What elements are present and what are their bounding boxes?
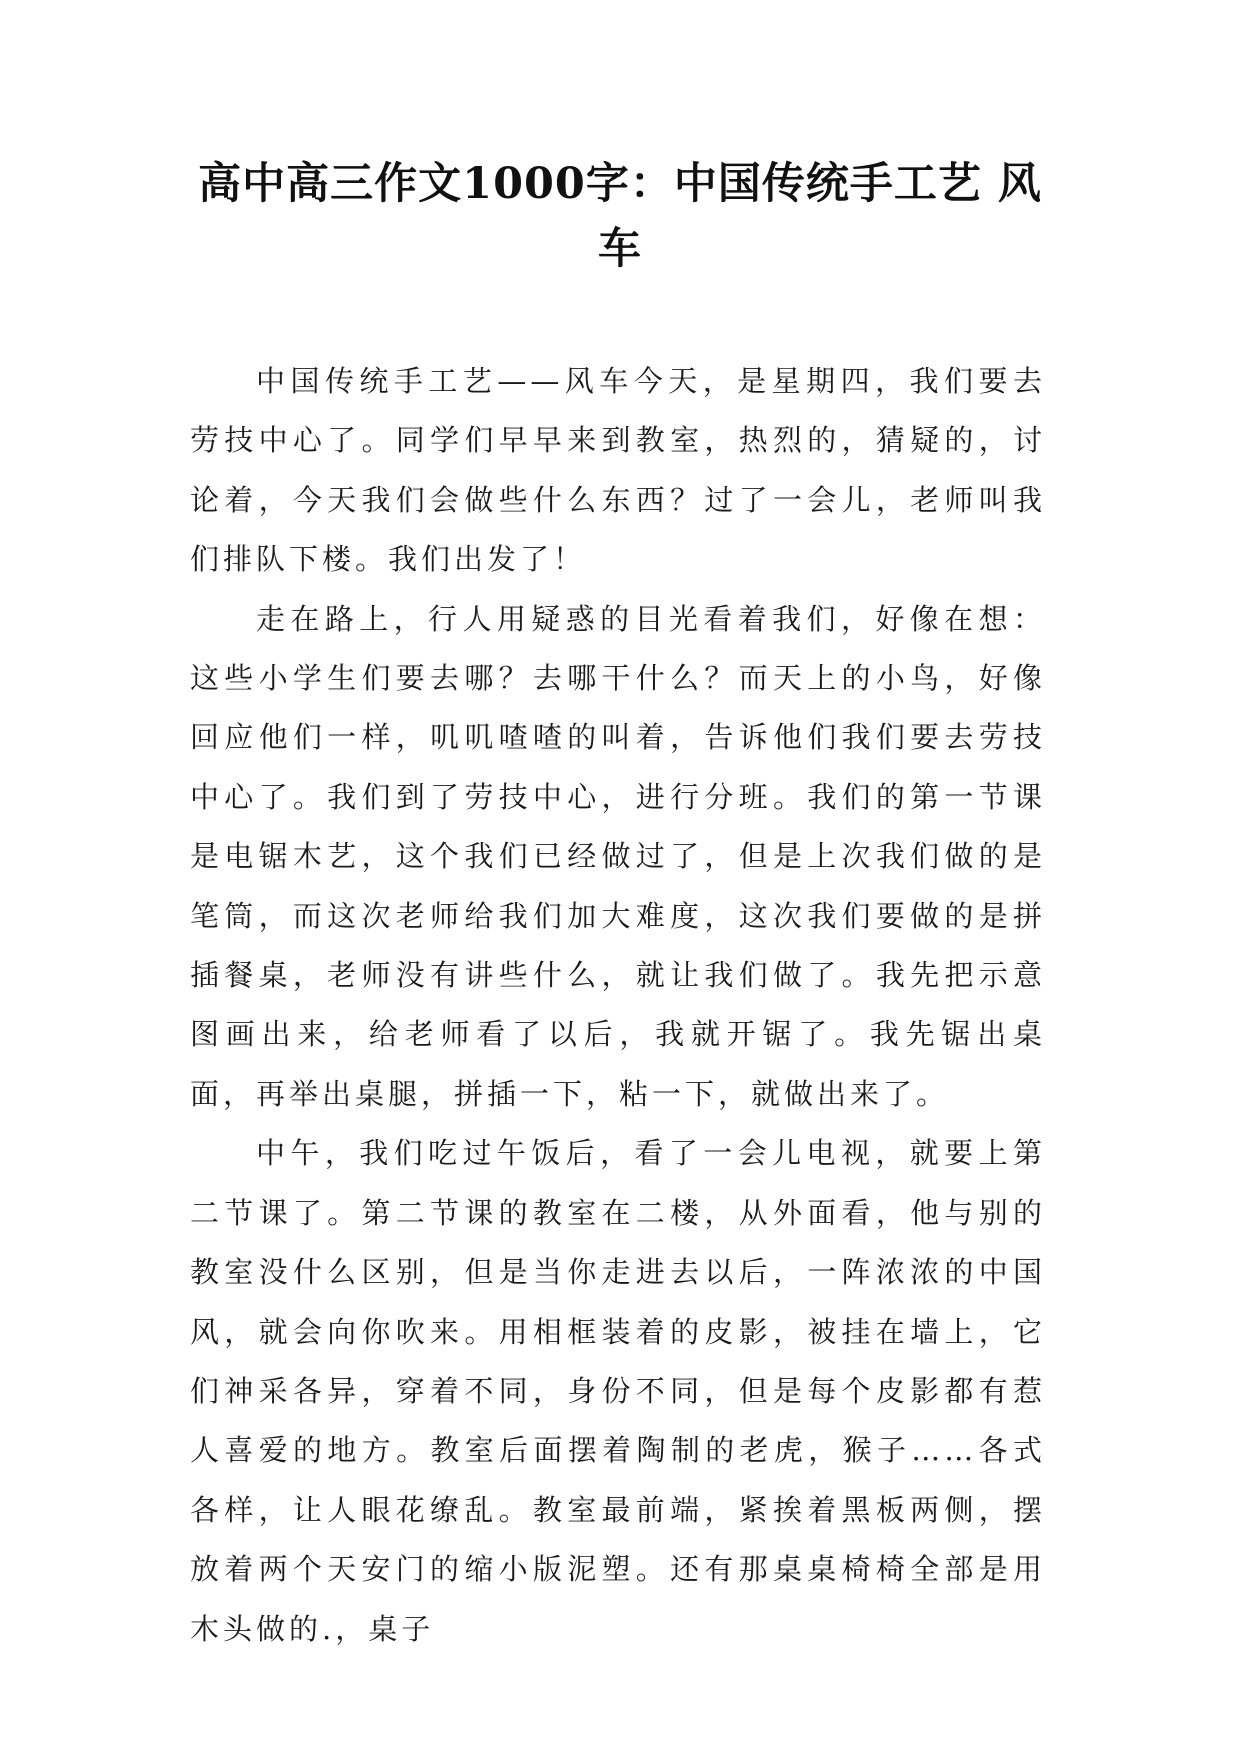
paragraph-1: 中国传统手工艺——风车今天，是星期四，我们要去劳技中心了。同学们早早来到教室，热烈的，猜疑的，讨论着，今天我们会做些什么东西？过了一会儿，老师叫我们排队下楼。我们出发了！: [190, 364, 1046, 577]
paragraph-3: 中午，我们吃过午饭后，看了一会儿电视，就要上第二节课了。第二节课的教室在二楼，从外面看，他与别的教室没什么区别，但是当你走进去以后，一阵浓浓的中国风，就会向你吹来。用相框装着的皮影，被挂在墙上，它们神采各异，穿着不同，身份不同，但是每个皮影都有惹人喜爱的地方。教室后面摆着陶制的老虎，猴子……各式各样，让人眼花缭乱。教室最前端，紧挨着黑板两侧，摆放着两个天安门的缩小版泥塑。还有那桌桌椅椅全部是用木头做的.，桌子: [190, 1136, 1046, 1646]
document-body: [190, 352, 1046, 1659]
document-title: 高中高三作文1000字：中国传统手工艺 风车: [198, 159, 1042, 274]
paragraph-2: 走在路上，行人用疑惑的目光看着我们，好像在想：这些小学生们要去哪？去哪干什么？而天上的小鸟，好像回应他们一样，叽叽喳喳的叫着，告诉他们我们要去劳技中心了。我们到了劳技中心，进行分班。我们的第一节课是电锯木艺，这个我们已经做过了，但是上次我们做的是笔筒，而这次老师给我们加大难度，这次我们要做的是拼插餐桌，老师没有讲些什么，就让我们做了。我先把示意图画出来，给老师看了以后，我就开锯了。我先锯出桌面，再举出桌腿，拼插一下，粘一下，就做出来了。: [190, 601, 1046, 1111]
